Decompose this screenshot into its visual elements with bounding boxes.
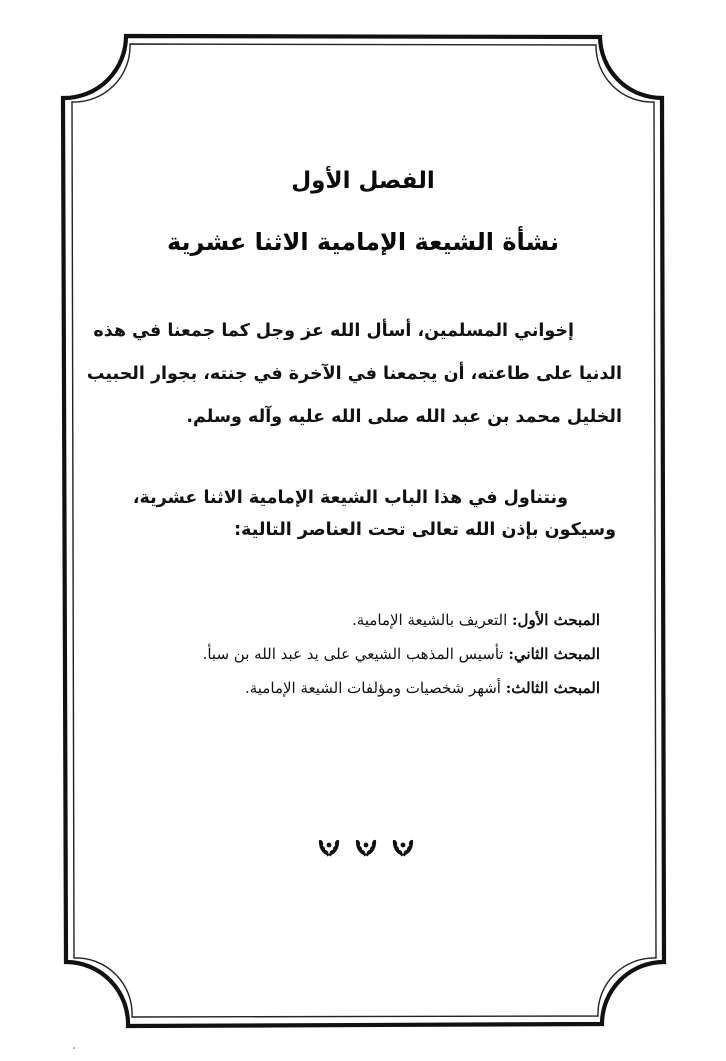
section-label: المبحث الثالث:: [505, 679, 600, 697]
intro-paragraph: [86, 310, 622, 439]
topics-text: ونتناول في هذا الباب الشيعة الإمامية الاثنا عشرية، وسيكون بإذن الله تعالى تحت العناصر التالية:: [132, 488, 616, 540]
scan-speck: [73, 1047, 75, 1049]
section-item: [96, 603, 600, 637]
chapter-subtitle: نشأة الشيعة الإمامية الاثنا عشرية: [166, 228, 559, 256]
section-text: أشهر شخصيات ومؤلفات الشيعة الإمامية.: [245, 679, 506, 697]
section-item: [96, 671, 600, 705]
sections-list: [96, 603, 600, 705]
section-label: المبحث الثاني:: [508, 645, 600, 663]
section-item: [96, 637, 600, 671]
laurel-wreath-icon: [390, 833, 416, 859]
section-label: المبحث الأول:: [512, 611, 600, 629]
section-text: تأسيس المذهب الشيعي على يد عبد الله بن سبأ.: [202, 645, 509, 663]
laurel-wreath-icon: [316, 833, 342, 859]
intro-text: إخواني المسلمين، أسأل الله عز وجل كما جمعنا في هذه الدنيا على طاعته، أن يجمعنا في الآخرة في جنته، بجوار الحبيب الخليل محمد بن عبد الله صلى الله عليه وآله وسلم.: [86, 321, 622, 427]
section-text: التعريف بالشيعة الإمامية.: [352, 611, 513, 629]
topics-paragraph: [88, 482, 616, 546]
chapter-title: الفصل الأول: [291, 168, 435, 194]
ornament-divider: [316, 832, 416, 860]
laurel-wreath-icon: [353, 833, 379, 859]
